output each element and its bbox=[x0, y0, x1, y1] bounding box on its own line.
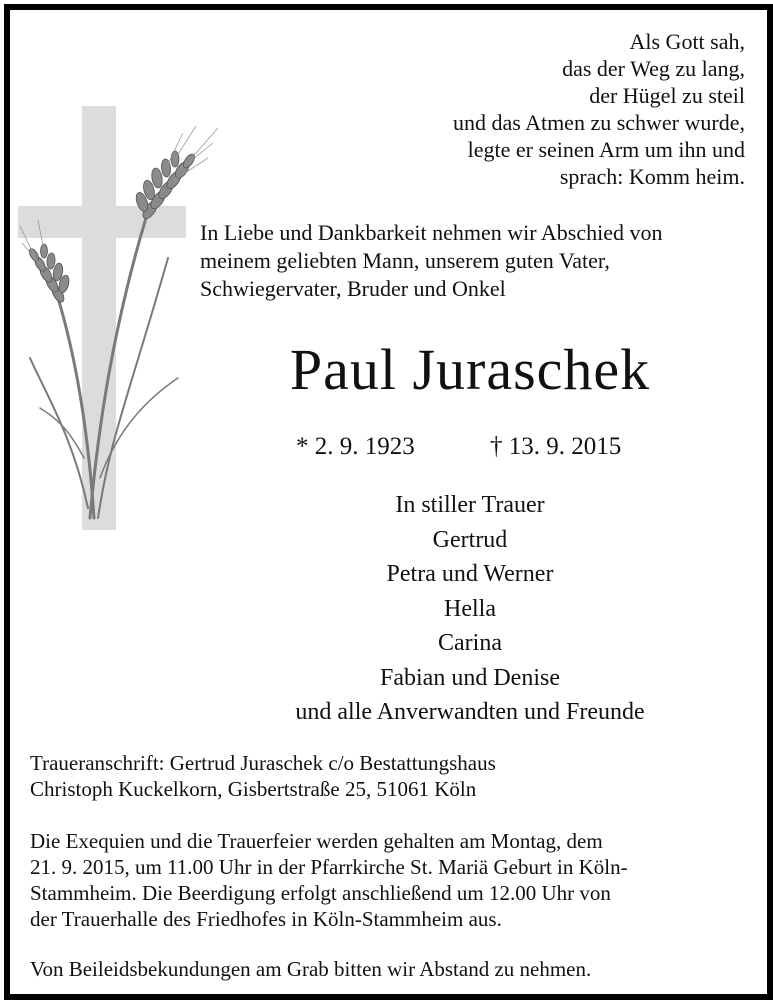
intro-line: Schwiegervater, Bruder und Onkel bbox=[200, 276, 506, 301]
address-line: Christoph Kuckelkorn, Gisbertstraße 25, 51061 Köln bbox=[30, 777, 477, 801]
mourning-address bbox=[30, 750, 750, 802]
birth-date: * 2. 9. 1923 bbox=[296, 433, 415, 460]
mourner-name: und alle Anverwandten und Freunde bbox=[295, 699, 645, 725]
mourners-heading: In stiller Trauer bbox=[395, 492, 545, 518]
funeral-line: Die Exequien und die Trauerfeier werden gehalten am Montag, dem bbox=[30, 829, 603, 853]
wheat-ear-left bbox=[27, 244, 70, 304]
intro-line: meinem geliebten Mann, unserem guten Vater, bbox=[200, 248, 610, 273]
mourner-name: Carina bbox=[438, 630, 502, 656]
cross-horizontal-beam bbox=[18, 206, 186, 238]
funeral-line: 21. 9. 2015, um 11.00 Uhr in der Pfarrkirche St. Mariä Geburt in Köln- bbox=[30, 855, 628, 879]
poem-line: sprach: Komm heim. bbox=[559, 164, 745, 189]
poem-line: legte er seinen Arm um ihn und bbox=[467, 137, 745, 162]
poem-line: Als Gott sah, bbox=[629, 29, 745, 54]
cross-with-wheat-icon bbox=[18, 98, 233, 538]
poem-line: der Hügel zu steil bbox=[589, 83, 745, 108]
address-line: Traueranschrift: Gertrud Juraschek c/o Bestattungshaus bbox=[30, 751, 496, 775]
poem-line: das der Weg zu lang, bbox=[562, 56, 745, 81]
mourner-name: Petra und Werner bbox=[386, 561, 554, 587]
poem-line: und das Atmen zu schwer wurde, bbox=[452, 110, 745, 135]
funeral-line: der Trauerhalle des Friedhofes in Köln-Stammheim aus. bbox=[30, 907, 502, 931]
funeral-line: Stammheim. Die Beerdigung erfolgt anschließend um 12.00 Uhr von bbox=[30, 881, 611, 905]
mourner-name: Gertrud bbox=[432, 526, 508, 553]
mourner-name: Hella bbox=[444, 595, 496, 622]
condolence-note: Von Beileidsbekundungen am Grab bitten wir Abstand zu nehmen. bbox=[30, 957, 592, 981]
mourners-list bbox=[200, 488, 740, 730]
farewell-intro bbox=[200, 219, 748, 303]
mourner-name: Fabian und Denise bbox=[380, 664, 560, 691]
intro-line: In Liebe und Dankbarkeit nehmen wir Abschied von bbox=[200, 220, 663, 245]
cross-vertical-beam bbox=[82, 106, 116, 530]
deceased-name: Paul Juraschek bbox=[289, 337, 651, 402]
death-date: † 13. 9. 2015 bbox=[490, 433, 622, 460]
poem bbox=[325, 28, 745, 190]
obituary-notice bbox=[4, 4, 773, 1000]
funeral-details bbox=[30, 828, 750, 932]
